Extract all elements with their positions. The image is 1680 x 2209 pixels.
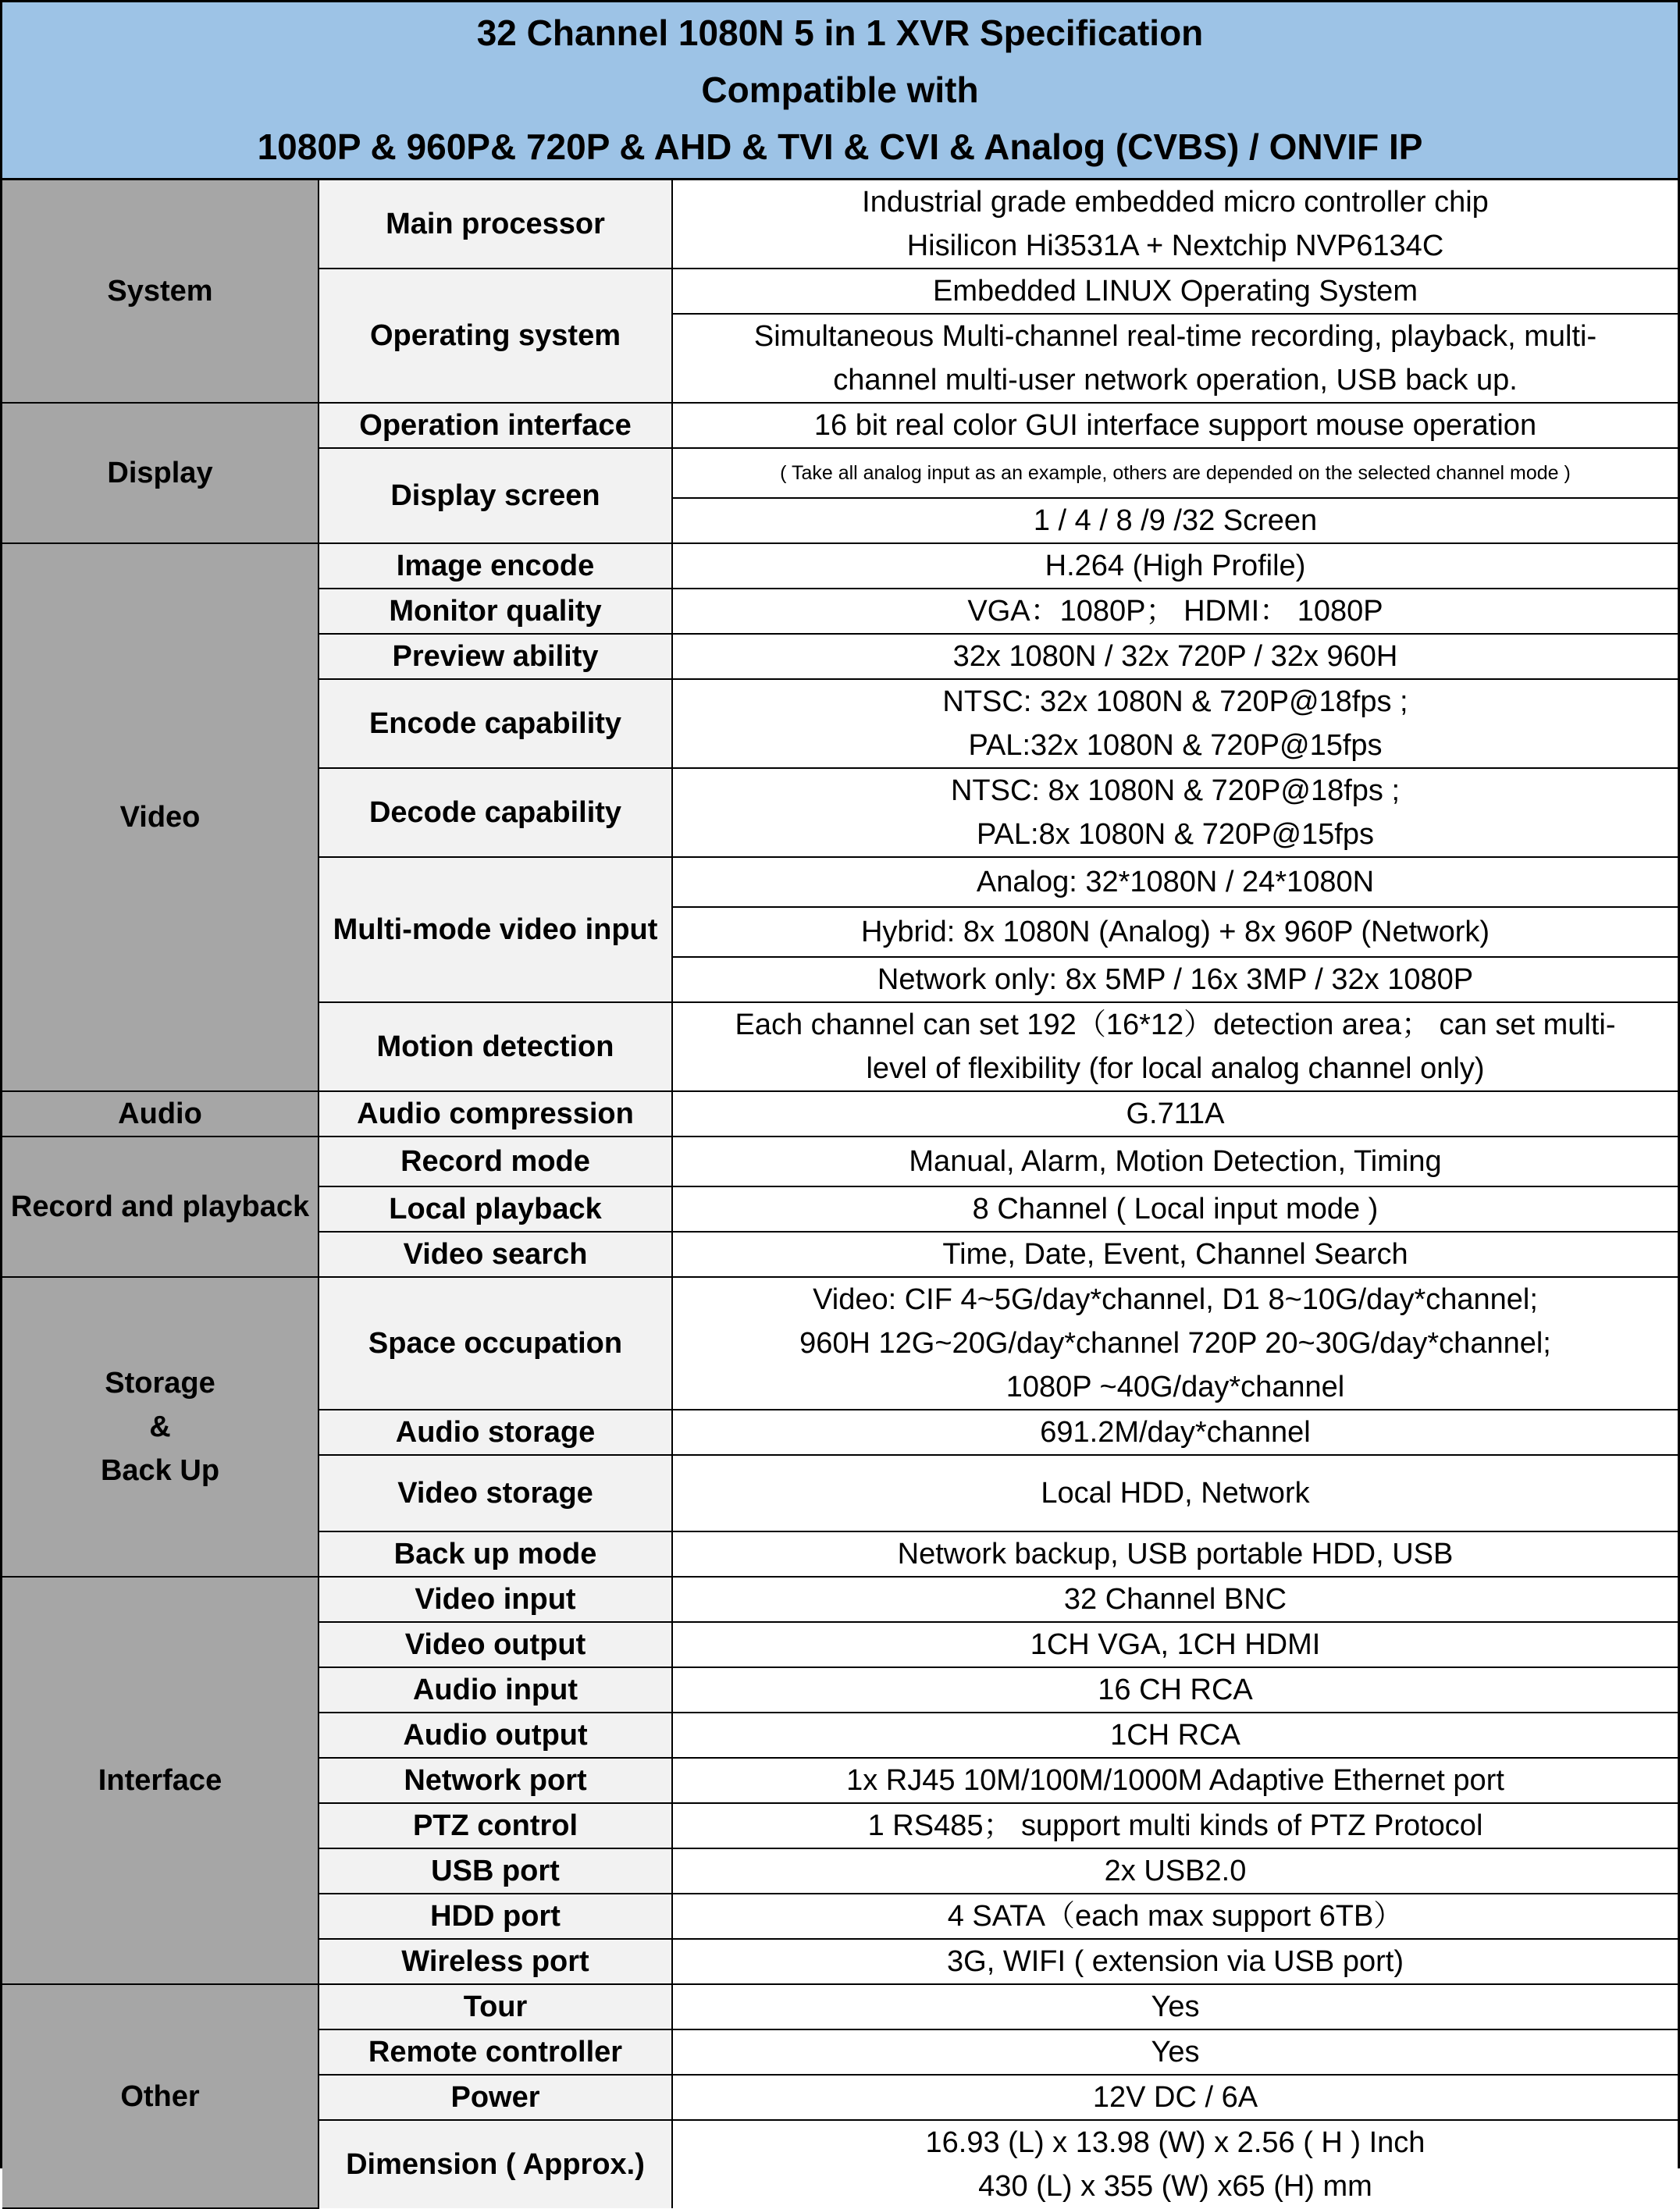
feature-label-hdd-port: HDD port [319,1894,672,1939]
value-cell [672,498,1678,543]
value-line: 1080P ~40G/day*channel [1006,1371,1345,1403]
feature-label-back-up-mode: Back up mode [319,1531,672,1577]
value-cell [672,2120,1678,2208]
category-label: Record and playback [10,1190,310,1223]
value-line: 12V DC / 6A [1092,2081,1258,2114]
value-cell [672,269,1678,314]
category-record-and-playback [2,1137,319,1277]
feature-label-video-storage: Video storage [319,1455,672,1531]
value-cell [672,679,1678,768]
value-cell [672,1455,1678,1531]
category-label: Display [107,457,213,489]
value-line: 1 / 4 / 8 /9 /32 Screen [1033,504,1318,537]
value-cell [672,2029,1678,2075]
value-cell [672,857,1678,907]
value-line: H.264 (High Profile) [1045,550,1306,582]
feature-label-audio-input: Audio input [319,1667,672,1713]
feature-label-image-encode: Image encode [319,543,672,589]
value-cell [672,1848,1678,1894]
category-label: Video [119,801,201,834]
category-storage-back-up [2,1277,319,1577]
title-line-3: 1080P & 960P& 720P & AHD & TVI & CVI & Analog (CVBS) / ONVIF IP [257,126,1423,167]
value-cell [672,1803,1678,1848]
value-line: Embedded LINUX Operating System [933,275,1418,308]
value-cell [672,1939,1678,1984]
value-cell [672,1186,1678,1232]
value-cell [672,907,1678,957]
value-cell [672,1232,1678,1277]
category-video [2,543,319,1091]
feature-label-audio-storage: Audio storage [319,1410,672,1455]
value-line: PAL:32x 1080N & 720P@15fps [968,729,1383,762]
value-note [672,448,1678,498]
value-line: PAL:8x 1080N & 720P@15fps [977,818,1374,851]
category-label: Interface [98,1764,222,1797]
value-line: NTSC: 8x 1080N & 720P@18fps ; [950,774,1401,807]
feature-label-dimension-approx: Dimension ( Approx.) [319,2120,672,2208]
feature-label-audio-compression: Audio compression [319,1091,672,1137]
value-cell [672,314,1678,403]
feature-label-main-processor: Main processor [319,180,672,269]
value-line: 960H 12G~20G/day*channel 720P 20~30G/day*channel; [799,1327,1551,1360]
feature-label-motion-detection: Motion detection [319,1002,672,1091]
feature-label-preview-ability: Preview ability [319,634,672,679]
value-cell [672,1137,1678,1186]
value-line: 32x 1080N / 32x 720P / 32x 960H [952,640,1398,673]
value-cell [672,957,1678,1002]
category-audio [2,1091,319,1137]
value-line: 2x USB2.0 [1104,1855,1247,1887]
feature-label-wireless-port: Wireless port [319,1939,672,1984]
value-cell [672,1277,1678,1410]
value-line: 1 RS485； support multi kinds of PTZ Protocol [867,1809,1483,1842]
spec-table [2,180,1678,2209]
feature-label-decode-capability: Decode capability [319,768,672,857]
feature-label-video-input: Video input [319,1577,672,1622]
category-other [2,1984,319,2208]
value-line: 32 Channel BNC [1063,1583,1287,1616]
value-cell [672,1410,1678,1455]
category-label: Audio [118,1097,202,1130]
value-line: Hisilicon Hi3531A + Nextchip NVP6134C [906,229,1444,262]
category-label: Storage [105,1367,215,1400]
table-row [2,403,1678,448]
feature-label-video-output: Video output [319,1622,672,1667]
table-row [2,1577,1678,1622]
category-interface [2,1577,319,1984]
value-cell [672,1713,1678,1758]
feature-label-audio-output: Audio output [319,1713,672,1758]
value-line: 430 (L) x 355 (W) x65 (H) mm [978,2170,1372,2203]
value-line: Yes [1151,2036,1200,2068]
feature-label-usb-port: USB port [319,1848,672,1894]
value-line: 1CH RCA [1110,1719,1240,1752]
value-line: level of flexibility (for local analog channel only) [866,1052,1485,1085]
feature-label-power: Power [319,2075,672,2120]
value-line: 16 CH RCA [1098,1674,1253,1706]
value-cell [672,1531,1678,1577]
value-line: Local HDD, Network [1041,1477,1310,1510]
value-line: ( Take all analog input as an example, others are depended on the selected channel mode ) [780,462,1571,484]
feature-label-display-screen: Display screen [319,448,672,543]
value-cell [672,1002,1678,1091]
feature-label-video-search: Video search [319,1232,672,1277]
title-line-2: Compatible with [701,69,979,110]
feature-label-space-occupation: Space occupation [319,1277,672,1410]
table-row [2,180,1678,269]
feature-label-record-mode: Record mode [319,1137,672,1186]
value-line: G.711A [1126,1097,1225,1130]
feature-label-operation-interface: Operation interface [319,403,672,448]
feature-label-multi-mode-video-input: Multi-mode video input [319,857,672,1002]
value-line: 8 Channel ( Local input mode ) [972,1193,1379,1225]
feature-label-tour: Tour [319,1984,672,2029]
value-cell [672,768,1678,857]
spec-table-body [2,180,1678,2208]
value-line: 16.93 (L) x 13.98 (W) x 2.56 ( H ) Inch [925,2126,1426,2159]
feature-label-monitor-quality: Monitor quality [319,589,672,634]
value-line: channel multi-user network operation, USB back up. [833,364,1518,397]
value-cell [672,589,1678,634]
table-row [2,543,1678,589]
value-line: Each channel can set 192（16*12）detection area； can set multi- [735,1008,1616,1041]
value-cell [672,1894,1678,1939]
value-cell [672,1622,1678,1667]
value-line: Video: CIF 4~5G/day*channel, D1 8~10G/day*channel; [813,1283,1538,1316]
value-cell [672,1758,1678,1803]
table-row [2,1277,1678,1410]
category-label: Back Up [100,1454,220,1487]
feature-label-remote-controller: Remote controller [319,2029,672,2075]
table-row [2,1137,1678,1186]
value-line: Yes [1151,1990,1200,2023]
title-line-1: 32 Channel 1080N 5 in 1 XVR Specification [476,12,1204,53]
category-system [2,180,319,403]
value-cell [672,1091,1678,1137]
value-cell [672,1577,1678,1622]
feature-label-network-port: Network port [319,1758,672,1803]
feature-label-operating-system: Operating system [319,269,672,403]
value-line: Network backup, USB portable HDD, USB [897,1538,1454,1570]
table-row [2,1984,1678,2029]
feature-label-encode-capability: Encode capability [319,679,672,768]
value-line: Analog: 32*1080N / 24*1080N [976,866,1375,898]
value-line: VGA：1080P； HDMI： 1080P [967,595,1383,628]
value-cell [672,2075,1678,2120]
value-line: NTSC: 32x 1080N & 720P@18fps ; [942,685,1408,718]
value-line: 691.2M/day*channel [1040,1416,1311,1449]
value-line: 3G, WIFI ( extension via USB port) [947,1945,1404,1978]
value-cell [672,543,1678,589]
value-cell [672,403,1678,448]
table-row [2,1091,1678,1137]
value-line: Hybrid: 8x 1080N (Analog) + 8x 960P (Network) [860,916,1490,948]
value-line: Network only: 8x 5MP / 16x 3MP / 32x 1080P [877,963,1474,996]
title-band [2,2,1678,180]
value-line: Simultaneous Multi-channel real-time recording, playback, multi- [753,320,1597,353]
value-cell [672,180,1678,269]
value-line: 4 SATA（each max support 6TB） [947,1900,1404,1933]
value-line: 16 bit real color GUI interface support mouse operation [813,409,1537,442]
value-cell [672,634,1678,679]
category-display [2,403,319,543]
value-cell [672,1984,1678,2029]
value-cell [672,1667,1678,1713]
value-line: 1x RJ45 10M/100M/1000M Adaptive Ethernet port [846,1764,1504,1797]
value-line: Manual, Alarm, Motion Detection, Timing [909,1145,1442,1178]
category-label: System [107,275,213,308]
category-label: Other [120,2079,200,2113]
value-line: Time, Date, Event, Channel Search [942,1238,1408,1271]
value-line: 1CH VGA, 1CH HDMI [1030,1628,1321,1661]
value-line: Industrial grade embedded micro controller chip [862,186,1489,219]
category-label: & [149,1410,171,1443]
feature-label-local-playback: Local playback [319,1186,672,1232]
feature-label-ptz-control: PTZ control [319,1803,672,1848]
